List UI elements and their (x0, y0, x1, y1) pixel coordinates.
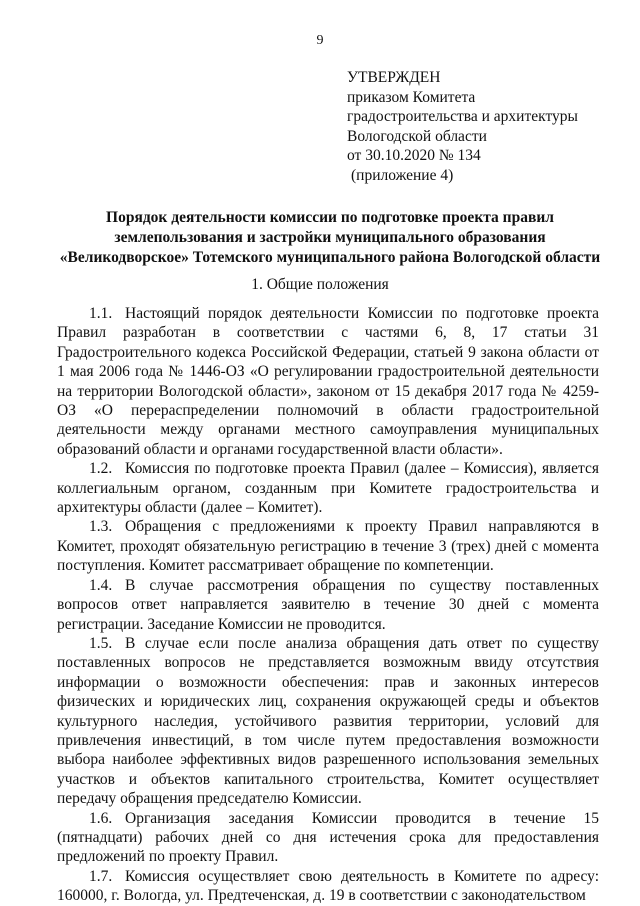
approval-line: от 30.10.2020 № 134 (347, 147, 481, 165)
paragraph-number: 1.5. (89, 634, 113, 652)
paragraph-text: В случае если после анализа обращения дать ответ по существу поставленных вопросов не представляется возможным ввиду отсутствия информации о возможности обеспечения: прав и законных интересов физических и юридических лиц, сохранения окружающей среды и объектов культурного наследия, устойчивого развития территории, условий для привлечения инвестиций, в том числе путем предоставления возможности выбора наиболее эффективных видов разрешенного использования земельных участков и объектов капитального строительства, Комитет осуществляет передачу обращения председателю Комиссии. (57, 634, 599, 808)
paragraph-text: Обращения с предложениями к проекту Правил направляются в Комитет, проходят обязательную регистрацию в течение 3 (трех) дней с момента поступления. Комитет рассматривает обращение по компетенции. (57, 518, 599, 575)
paragraph-number: 1.7. (89, 867, 113, 885)
document-title (40, 208, 620, 268)
section-heading: 1. Общие положения (251, 276, 389, 293)
paragraph-number: 1.6. (89, 809, 113, 827)
title-line: землепользования и застройки муниципального образования (114, 229, 546, 246)
paragraph-number: 1.2. (89, 460, 113, 478)
approval-line: (приложение 4) (351, 166, 454, 184)
approval-line: УТВЕРЖДЕН (347, 69, 441, 86)
paragraph-text: В случае рассмотрения обращения по существу поставленных вопросов ответ направляется заявителю в течение 30 дней с момента регистрации. Заседание Комиссии не проводится. (57, 576, 599, 633)
paragraph-number: 1.4. (89, 576, 113, 594)
paragraph (57, 809, 599, 867)
title-line: Порядок деятельности комиссии по подготовке проекта правил (106, 209, 554, 226)
paragraph (57, 459, 599, 517)
paragraph (57, 576, 599, 634)
title-line: «Великодворское» Тотемского муниципального района Вологодской области (59, 249, 601, 266)
approval-line: градостроительства и архитектуры (347, 108, 578, 126)
paragraph (57, 867, 599, 906)
paragraph-text: Комиссия осуществляет свою деятельность в Комитете по адресу: 160000, г. Вологда, ул. Предтеченская, д. 19 в соответствии с законодательством (57, 867, 599, 905)
paragraph-number: 1.1. (89, 305, 113, 322)
paragraph (57, 517, 599, 575)
paragraph-text: Организация заседания Комиссии проводится в течение 15 (пятнадцати) рабочих дней со дня истечения срока для предоставления предложений по проекту Правил. (57, 809, 599, 866)
document-body (57, 304, 599, 906)
paragraph (57, 634, 599, 809)
paragraph-number: 1.3. (89, 518, 113, 536)
paragraph (57, 304, 599, 459)
approval-block (347, 68, 578, 186)
paragraph-text: Настоящий порядок деятельности Комиссии по подготовке проекта Правил разработан в соответствии с частями 6, 8, 17 статьи 31 Градостроительного кодекса Российской Федерации, статьей 9 закона области от 1 мая 2006 года № 1446-ОЗ «О регулировании градостроительной деятельности на территории Вологодской области», законом от 15 декабря 2017 года № 4259-ОЗ «О перераспределении полномочий в области градостроительной деятельности между органами местного самоуправления муниципальных образований области и органами государственной власти области». (57, 305, 599, 458)
paragraph-text: Комиссия по подготовке проекта Правил (далее – Комиссия), является коллегиальным органом, созданным при Комитете градостроительства и архитектуры области (далее – Комитет). (57, 460, 599, 517)
approval-line: Вологодской области (347, 127, 487, 145)
approval-line: приказом Комитета (347, 88, 476, 106)
page-number: 9 (316, 33, 324, 48)
